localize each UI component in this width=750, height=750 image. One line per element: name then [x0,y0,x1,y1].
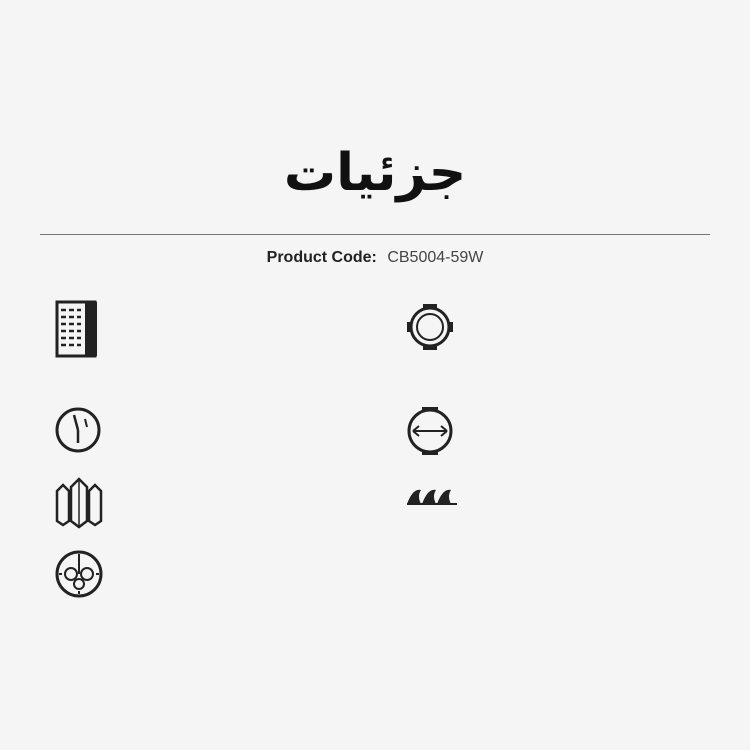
water-waves-icon [405,484,459,506]
body-case-icon [405,302,455,352]
chronograph-icon [53,548,105,600]
band-strap-icon [55,300,101,358]
crystal-icon [53,477,105,529]
case-size-icon [403,405,457,457]
divider [40,234,710,235]
page-title: جزئیات [283,143,467,203]
dial-color-icon [53,405,103,455]
product-code [0,248,750,268]
product-code-label: Product Code: [266,249,377,266]
product-code-value: CB5004-59W [387,249,484,266]
